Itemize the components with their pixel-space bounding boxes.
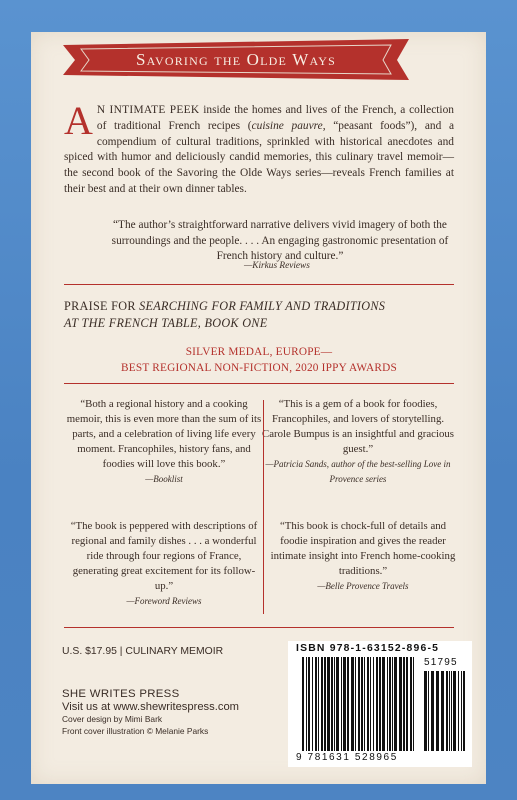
praise-title-line1: SEARCHING FOR FAMILY AND TRADITIONS: [139, 299, 386, 313]
award-block: [64, 345, 454, 376]
intro-text-1: inside the homes and lives of the French, a collection of traditional French recipes (: [96, 104, 454, 132]
intro-paragraph: [64, 98, 454, 198]
intro-lead: N INTIMATE PEEK: [96, 104, 200, 116]
kirkus-quote: “The author’s straightforward narrative delivers vivid imagery of both the surroundings and the people. . . . An engaging gastronomic presentation of French history and culture.”: [111, 219, 449, 263]
isbn-number: ISBN 978-1-63152-896-5: [296, 643, 440, 654]
series-banner: [63, 39, 409, 80]
review-foreword-attribution: —Foreword Reviews: [126, 596, 202, 606]
praise-prefix: PRAISE FOR: [64, 299, 140, 313]
review-belle-attribution: —Belle Provence Travels: [317, 581, 409, 591]
review-sands-attribution: —Patricia Sands, author of the best-selling Love in Provence series: [265, 459, 451, 484]
publisher-block: [62, 688, 239, 737]
kirkus-attribution: —Kirkus Reviews: [244, 261, 310, 271]
award-line1: SILVER MEDAL, EUROPE—: [185, 346, 333, 358]
cover-illustration-credit: Front cover illustration © Melanie Parks: [62, 726, 209, 736]
review-sands: [260, 397, 456, 487]
cover-design-credit: Cover design by Mimi Bark: [62, 714, 163, 724]
divider-top: [64, 284, 454, 285]
review-foreword: [64, 519, 264, 609]
publisher-name: SHE WRITES PRESS: [62, 688, 180, 700]
review-belle-quote: “This book is chock-full of details and foodie inspiration and gives the reader intimate insight into French home-cooking traditions.”: [270, 520, 456, 577]
intro-text-2: “peasant foods”), and a compendium of cultural traditions, sprinkled with historical anecdotes and spiced with humor and deliciously candid memories, this culinary travel memoir—the second book of the Savoring the Olde Ways series—reveals French families at their best and at their own dinner tables.: [64, 119, 454, 195]
divider-middle: [64, 383, 454, 384]
award-line2: BEST REGIONAL NON-FICTION, 2020 IPPY AWARDS: [121, 361, 397, 374]
praise-heading: [64, 298, 454, 332]
review-booklist: [64, 397, 264, 487]
review-belle: [270, 519, 456, 594]
praise-title-line2: AT THE FRENCH TABLE, BOOK ONE: [64, 316, 268, 330]
barcode-price-code: 51795: [424, 657, 458, 668]
publisher-url: Visit us at www.shewritespress.com: [62, 701, 239, 713]
price-line: U.S. $17.95 | CULINARY MEMOIR: [62, 646, 224, 657]
drop-cap: A: [64, 98, 93, 143]
review-sands-quote: “This is a gem of a book for foodies, Francophiles, and lovers of storytelling. Carole Bumpus is an insightful and gracious guest.”: [262, 398, 454, 455]
isbn-barcode: [288, 641, 472, 767]
intro-italic-term: cuisine pauvre,: [251, 119, 326, 132]
divider-bottom: [64, 627, 454, 628]
review-foreword-quote: “The book is peppered with descriptions of regional and family dishes . . . a wonderful ride through four regions of France, generating great excitement for its follow-up.”: [70, 520, 258, 592]
series-title: Savoring the Olde Ways: [136, 49, 336, 69]
ean-digits: 9 781631 528965: [296, 752, 398, 763]
review-booklist-attribution: —Booklist: [145, 474, 183, 484]
review-booklist-quote: “Both a regional history and a cooking memoir, this is even more than the sum of its parts, and a celebration of living life every moment. Francophiles, history fans, and foodies will love this book.”: [66, 398, 262, 470]
barcode-bars: [288, 641, 472, 767]
